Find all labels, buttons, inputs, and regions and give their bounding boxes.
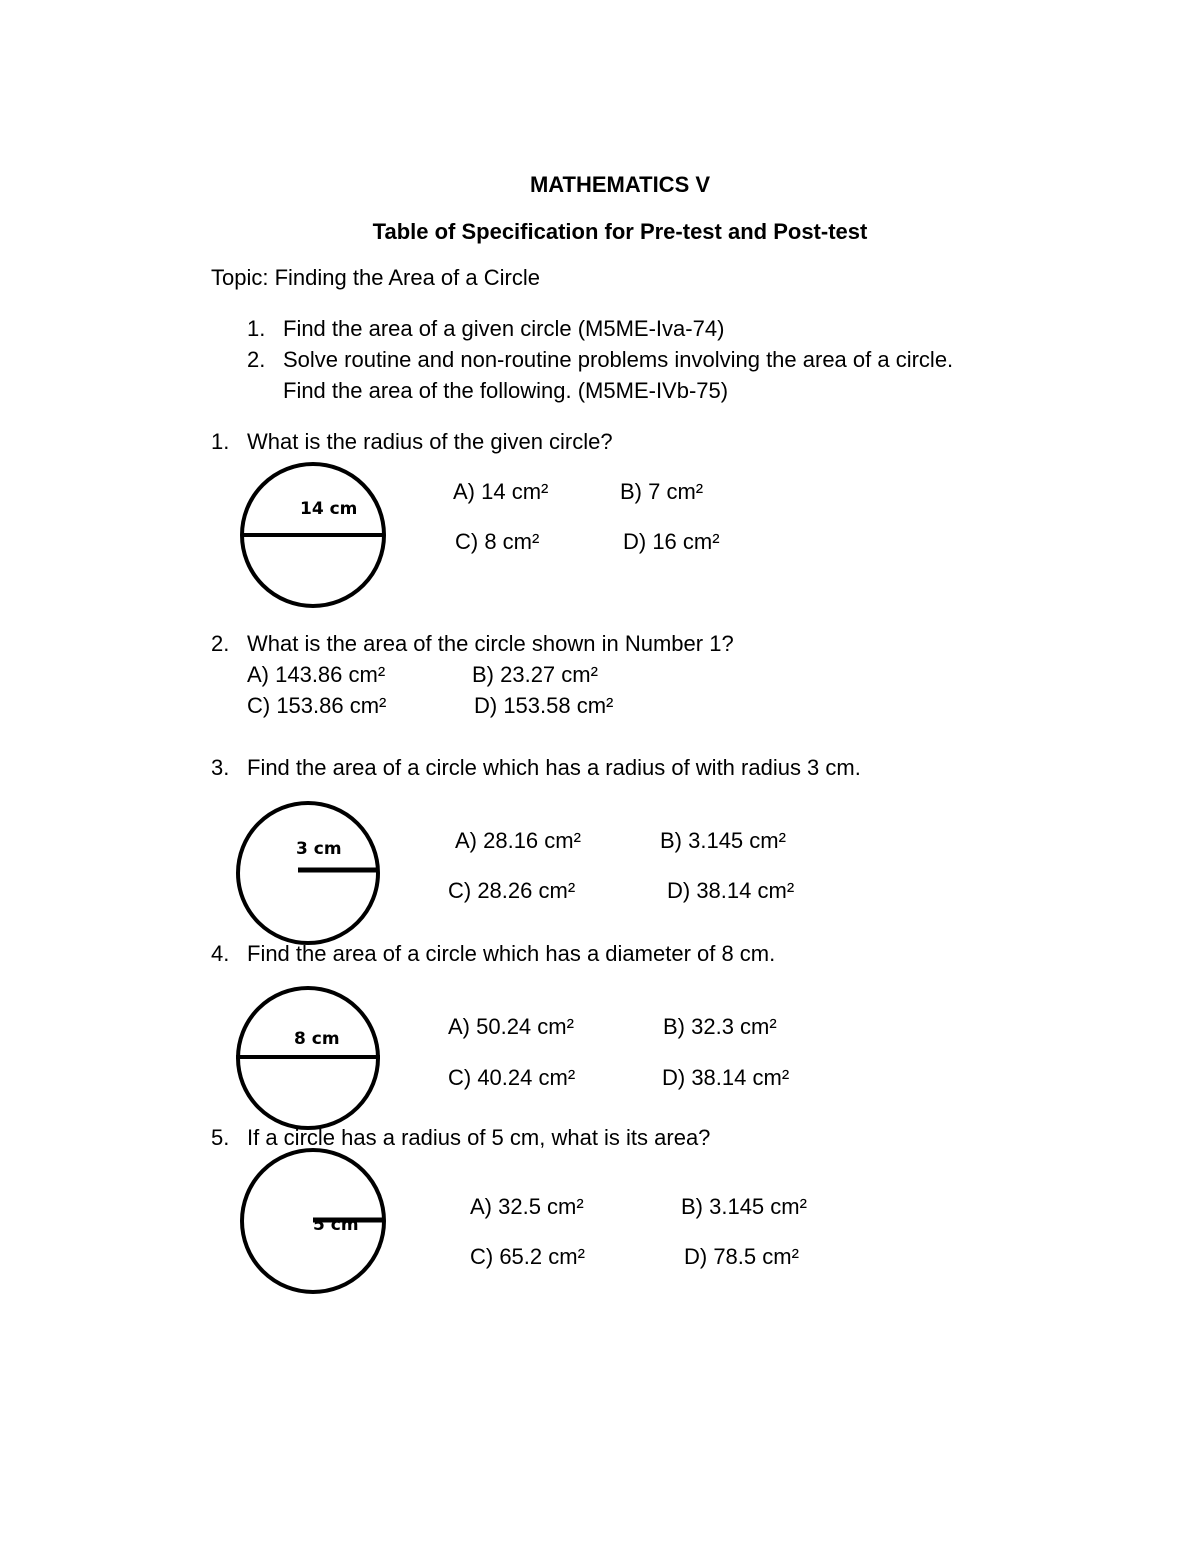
circle-measure-label: 14 cm [300,499,358,519]
question-number: 5. [211,1125,230,1150]
choice-c: C) 153.86 cm² [247,693,387,718]
document-title: MATHEMATICS V [529,172,711,197]
objective-item [247,318,724,340]
objective-text: Solve routine and non-routine problems involving the area of a circle. [283,347,954,372]
objective-number: 1. [247,316,266,341]
choice-a: A) 14 cm² [453,479,549,504]
circle-diagram-q3 [234,800,382,946]
choice-b: B) 23.27 cm² [472,662,598,687]
question-1 [211,431,613,453]
choice-a: A) 50.24 cm² [448,1014,574,1039]
choice-b: B) 7 cm² [620,479,704,504]
question-3 [211,757,861,779]
circle-measure-label: 8 cm [294,1029,340,1049]
question-2 [211,633,734,655]
document-subtitle: Table of Specification for Pre-test and Post-test [372,219,868,244]
choice-a: A) 28.16 cm² [455,828,581,853]
choice-a: A) 143.86 cm² [247,662,386,687]
question-text: What is the area of the circle shown in Number 1? [247,631,734,656]
topic-line: Topic: Finding the Area of a Circle [211,265,540,290]
choice-b: B) 3.145 cm² [681,1194,807,1219]
question-number: 3. [211,755,230,780]
question-text: What is the radius of the given circle? [247,429,613,454]
question-4 [211,943,775,965]
question-number: 1. [211,429,230,454]
circle-measure-label: 3 cm [296,839,342,859]
choice-a: A) 32.5 cm² [470,1194,584,1219]
choice-d: D) 16 cm² [623,529,720,554]
choice-b: B) 3.145 cm² [660,828,786,853]
choice-c: C) 40.24 cm² [448,1065,576,1090]
choice-d: D) 78.5 cm² [684,1244,799,1269]
circle-diagram-q4 [234,985,382,1131]
objective-text: Find the area of a given circle (M5ME-Iva-74) [283,316,725,341]
choice-d: D) 153.58 cm² [474,693,614,718]
question-number: 4. [211,941,230,966]
circle-outline [238,803,378,943]
choice-d: D) 38.14 cm² [662,1065,790,1090]
choice-d: D) 38.14 cm² [667,878,795,903]
question-text: Find the area of a circle which has a radius of with radius 3 cm. [247,755,861,780]
objective-number: 2. [247,347,266,372]
circle-diagram-q1 [238,461,388,609]
question-text: If a circle has a radius of 5 cm, what is its area? [247,1125,711,1150]
question-5 [211,1127,710,1149]
objective-item [247,349,953,371]
question-number: 2. [211,631,230,656]
choice-c: C) 8 cm² [455,529,540,554]
objective-text-continued: Find the area of the following. (M5ME-IVb-75) [283,378,729,403]
choice-b: B) 32.3 cm² [663,1014,777,1039]
choice-c: C) 65.2 cm² [470,1244,585,1269]
question-text: Find the area of a circle which has a diameter of 8 cm. [247,941,776,966]
choice-c: C) 28.26 cm² [448,878,576,903]
circle-measure-label: 5 cm [313,1215,359,1235]
